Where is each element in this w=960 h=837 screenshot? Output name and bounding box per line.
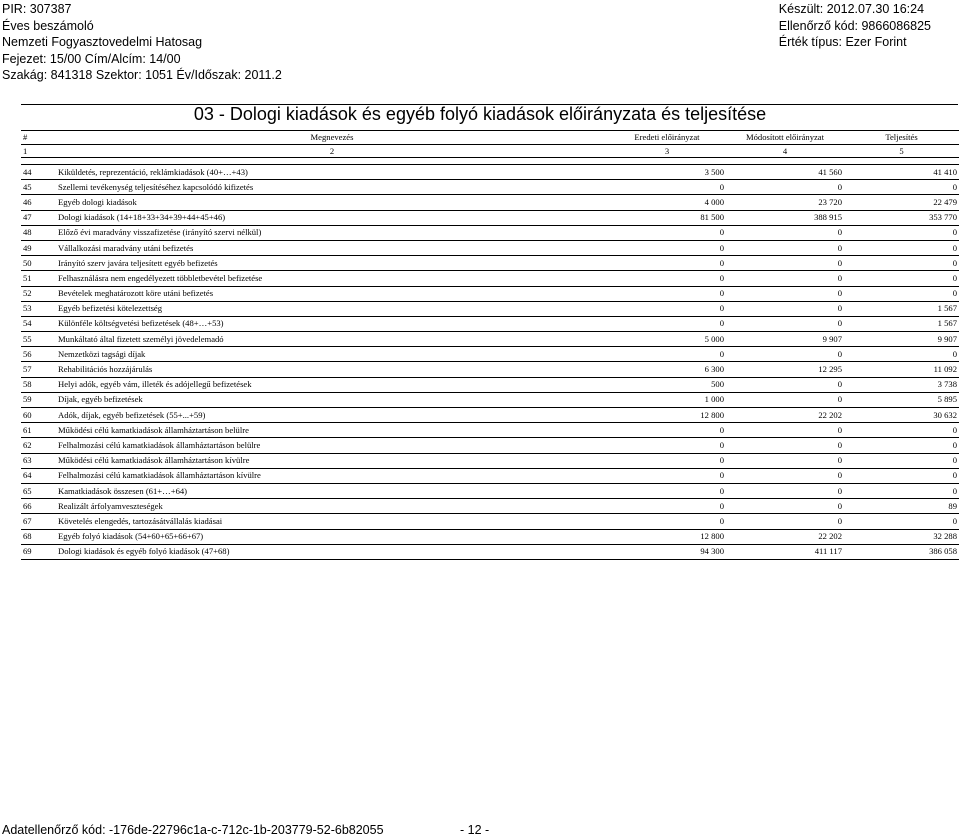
row-original: 0 <box>608 301 726 316</box>
row-modified: 0 <box>726 225 844 240</box>
row-actual: 11 092 <box>844 362 959 377</box>
table-row <box>21 256 959 271</box>
row-actual: 89 <box>844 499 959 514</box>
colnum-2: 2 <box>56 145 608 158</box>
table-row <box>21 332 959 347</box>
row-name: Szellemi tevékenység teljesítéséhez kapcsolódó kifizetés <box>56 180 608 195</box>
row-modified: 0 <box>726 453 844 468</box>
report-header-right <box>779 1 931 51</box>
table-row <box>21 423 959 438</box>
table-row <box>21 544 959 559</box>
table-row <box>21 271 959 286</box>
row-name: Egyéb dologi kiadások <box>56 195 608 210</box>
row-original: 500 <box>608 377 726 392</box>
row-name: Munkáltató által fizetett személyi jövedelemadó <box>56 332 608 347</box>
table-row <box>21 499 959 514</box>
row-number: 57 <box>21 362 56 377</box>
row-original: 0 <box>608 499 726 514</box>
row-actual: 0 <box>844 271 959 286</box>
row-original: 0 <box>608 271 726 286</box>
row-original: 12 800 <box>608 408 726 423</box>
row-number: 59 <box>21 392 56 407</box>
page-title: 03 - Dologi kiadások és egyéb folyó kiadások előirányzata és teljesítése <box>193 104 767 124</box>
row-number: 64 <box>21 468 56 483</box>
row-actual: 0 <box>844 453 959 468</box>
pir-label: PIR: 307387 <box>2 2 72 16</box>
row-modified: 0 <box>726 483 844 498</box>
row-number: 69 <box>21 544 56 559</box>
row-original: 0 <box>608 347 726 362</box>
row-name: Kiküldetés, reprezentáció, reklámkiadások (40+…+43) <box>56 165 608 180</box>
row-original: 0 <box>608 514 726 529</box>
row-number: 65 <box>21 483 56 498</box>
row-original: 0 <box>608 240 726 255</box>
row-name: Egyéb folyó kiadások (54+60+65+66+67) <box>56 529 608 544</box>
row-original: 81 500 <box>608 210 726 225</box>
row-number: 47 <box>21 210 56 225</box>
row-name: Követelés elengedés, tartozásátvállalás kiadásai <box>56 514 608 529</box>
row-actual: 0 <box>844 286 959 301</box>
row-name: Működési célú kamatkiadások államháztartáson kívülre <box>56 453 608 468</box>
row-number: 50 <box>21 256 56 271</box>
row-modified: 22 202 <box>726 529 844 544</box>
table-row <box>21 240 959 255</box>
header-hash: # <box>21 131 56 145</box>
row-modified: 0 <box>726 316 844 331</box>
table-spacer <box>21 158 959 165</box>
row-original: 1 000 <box>608 392 726 407</box>
table-row <box>21 195 959 210</box>
row-name: Bevételek meghatározott köre utáni befizetés <box>56 286 608 301</box>
row-number: 55 <box>21 332 56 347</box>
row-modified: 0 <box>726 499 844 514</box>
row-number: 68 <box>21 529 56 544</box>
table-header-row <box>21 131 959 145</box>
row-name: Adók, díjak, egyéb befizetések (55+...+59) <box>56 408 608 423</box>
row-actual: 0 <box>844 423 959 438</box>
colnum-5: 5 <box>844 145 959 158</box>
row-actual: 41 410 <box>844 165 959 180</box>
row-modified: 41 560 <box>726 165 844 180</box>
row-name: Felhasználásra nem engedélyezett többletbevétel befizetése <box>56 271 608 286</box>
row-modified: 23 720 <box>726 195 844 210</box>
row-actual: 1 567 <box>844 316 959 331</box>
row-name: Realizált árfolyamveszteségek <box>56 499 608 514</box>
row-modified: 0 <box>726 514 844 529</box>
row-original: 0 <box>608 483 726 498</box>
row-number: 61 <box>21 423 56 438</box>
row-number: 44 <box>21 165 56 180</box>
row-number: 54 <box>21 316 56 331</box>
row-original: 12 800 <box>608 529 726 544</box>
table-row <box>21 362 959 377</box>
table-row <box>21 514 959 529</box>
row-number: 60 <box>21 408 56 423</box>
sector-period: Szakág: 841318 Szektor: 1051 Év/Időszak: 2011.2 <box>2 68 282 82</box>
table-row <box>21 529 959 544</box>
table-row <box>21 438 959 453</box>
row-actual: 0 <box>844 483 959 498</box>
row-actual: 0 <box>844 347 959 362</box>
row-number: 52 <box>21 286 56 301</box>
row-actual: 32 288 <box>844 529 959 544</box>
row-modified: 0 <box>726 347 844 362</box>
row-actual: 3 738 <box>844 377 959 392</box>
row-actual: 353 770 <box>844 210 959 225</box>
row-original: 0 <box>608 438 726 453</box>
row-original: 4 000 <box>608 195 726 210</box>
report-header-left <box>2 1 282 84</box>
header-name: Megnevezés <box>56 131 608 145</box>
table-row <box>21 392 959 407</box>
row-original: 94 300 <box>608 544 726 559</box>
row-actual: 0 <box>844 225 959 240</box>
table-row <box>21 316 959 331</box>
row-number: 45 <box>21 180 56 195</box>
row-original: 3 500 <box>608 165 726 180</box>
row-number: 53 <box>21 301 56 316</box>
row-modified: 0 <box>726 301 844 316</box>
row-modified: 0 <box>726 377 844 392</box>
report-type: Éves beszámoló <box>2 18 94 33</box>
row-modified: 22 202 <box>726 408 844 423</box>
header-original: Eredeti előirányzat <box>608 131 726 145</box>
row-original: 0 <box>608 468 726 483</box>
created-date: Készült: 2012.07.30 16:24 <box>778 2 925 16</box>
institution-name: Nemzeti Fogyasztovedelmi Hatosag <box>2 35 203 49</box>
row-modified: 0 <box>726 240 844 255</box>
budget-table-body <box>21 131 959 560</box>
row-modified: 411 117 <box>726 544 844 559</box>
row-name: Helyi adók, egyéb vám, illeték és adójellegű befizetések <box>56 377 608 392</box>
row-modified: 0 <box>726 256 844 271</box>
row-name: Dologi kiadások (14+18+33+34+39+44+45+46) <box>56 210 608 225</box>
row-actual: 0 <box>844 256 959 271</box>
row-original: 0 <box>608 453 726 468</box>
row-modified: 0 <box>726 286 844 301</box>
row-original: 0 <box>608 256 726 271</box>
table-row <box>21 210 959 225</box>
table-row <box>21 468 959 483</box>
row-number: 46 <box>21 195 56 210</box>
row-name: Díjak, egyéb befizetések <box>56 392 608 407</box>
row-original: 5 000 <box>608 332 726 347</box>
column-number-row <box>21 145 959 158</box>
row-name: Nemzetközi tagsági díjak <box>56 347 608 362</box>
row-number: 63 <box>21 453 56 468</box>
row-actual: 0 <box>844 438 959 453</box>
row-number: 58 <box>21 377 56 392</box>
row-name: Különféle költségvetési befizetések (48+…+53) <box>56 316 608 331</box>
row-modified: 0 <box>726 180 844 195</box>
row-name: Kamatkiadások összesen (61+…+64) <box>56 483 608 498</box>
header-actual: Teljesítés <box>844 131 959 145</box>
row-modified: 12 295 <box>726 362 844 377</box>
row-actual: 22 479 <box>844 195 959 210</box>
row-modified: 9 907 <box>726 332 844 347</box>
table-row <box>21 180 959 195</box>
row-name: Felhalmozási célú kamatkiadások államháztartáson kívülre <box>56 468 608 483</box>
page-number: - 12 - <box>460 823 490 837</box>
row-name: Irányító szerv javára teljesített egyéb befizetés <box>56 256 608 271</box>
row-name: Előző évi maradvány visszafizetése (irányító szervi nélkül) <box>56 225 608 240</box>
row-number: 62 <box>21 438 56 453</box>
row-actual: 386 058 <box>844 544 959 559</box>
data-check-code: Adatellenőrző kód: -176de-22796c1a-c-712c-1b-203779-52-6b82055 <box>2 823 384 837</box>
row-number: 56 <box>21 347 56 362</box>
colnum-4: 4 <box>726 145 844 158</box>
chapter-title: Fejezet: 15/00 Cím/Alcím: 14/00 <box>2 51 181 66</box>
table-row <box>21 453 959 468</box>
row-actual: 5 895 <box>844 392 959 407</box>
row-name: Rehabilitációs hozzájárulás <box>56 362 608 377</box>
row-modified: 0 <box>726 468 844 483</box>
row-modified: 388 915 <box>726 210 844 225</box>
row-modified: 0 <box>726 438 844 453</box>
row-modified: 0 <box>726 423 844 438</box>
table-row <box>21 377 959 392</box>
control-code: Ellenőrző kód: 9866086825 <box>778 18 931 33</box>
table-row <box>21 286 959 301</box>
row-name: Működési célú kamatkiadások államháztartáson belülre <box>56 423 608 438</box>
row-actual: 1 567 <box>844 301 959 316</box>
row-actual: 9 907 <box>844 332 959 347</box>
row-original: 0 <box>608 225 726 240</box>
row-name: Egyéb befizetési kötelezettség <box>56 301 608 316</box>
colnum-3: 3 <box>608 145 726 158</box>
row-original: 0 <box>608 423 726 438</box>
row-name: Vállalkozási maradvány utáni befizetés <box>56 240 608 255</box>
row-number: 51 <box>21 271 56 286</box>
row-modified: 0 <box>726 271 844 286</box>
row-number: 66 <box>21 499 56 514</box>
table-row <box>21 165 959 180</box>
budget-table <box>21 130 959 560</box>
table-row <box>21 408 959 423</box>
table-row <box>21 301 959 316</box>
colnum-1: 1 <box>21 145 56 158</box>
row-actual: 0 <box>844 514 959 529</box>
row-original: 0 <box>608 286 726 301</box>
row-number: 48 <box>21 225 56 240</box>
row-name: Dologi kiadások és egyéb folyó kiadások (47+68) <box>56 544 608 559</box>
value-type: Érték típus: Ezer Forint <box>778 35 907 49</box>
row-name: Felhalmozási célú kamatkiadások államháztartáson belülre <box>56 438 608 453</box>
row-actual: 0 <box>844 240 959 255</box>
row-number: 49 <box>21 240 56 255</box>
row-actual: 0 <box>844 180 959 195</box>
row-original: 0 <box>608 316 726 331</box>
row-actual: 30 632 <box>844 408 959 423</box>
table-row <box>21 483 959 498</box>
row-modified: 0 <box>726 392 844 407</box>
header-modified: Módosított előirányzat <box>726 131 844 145</box>
row-actual: 0 <box>844 468 959 483</box>
table-row <box>21 225 959 240</box>
row-original: 0 <box>608 180 726 195</box>
row-original: 6 300 <box>608 362 726 377</box>
table-row <box>21 347 959 362</box>
row-number: 67 <box>21 514 56 529</box>
